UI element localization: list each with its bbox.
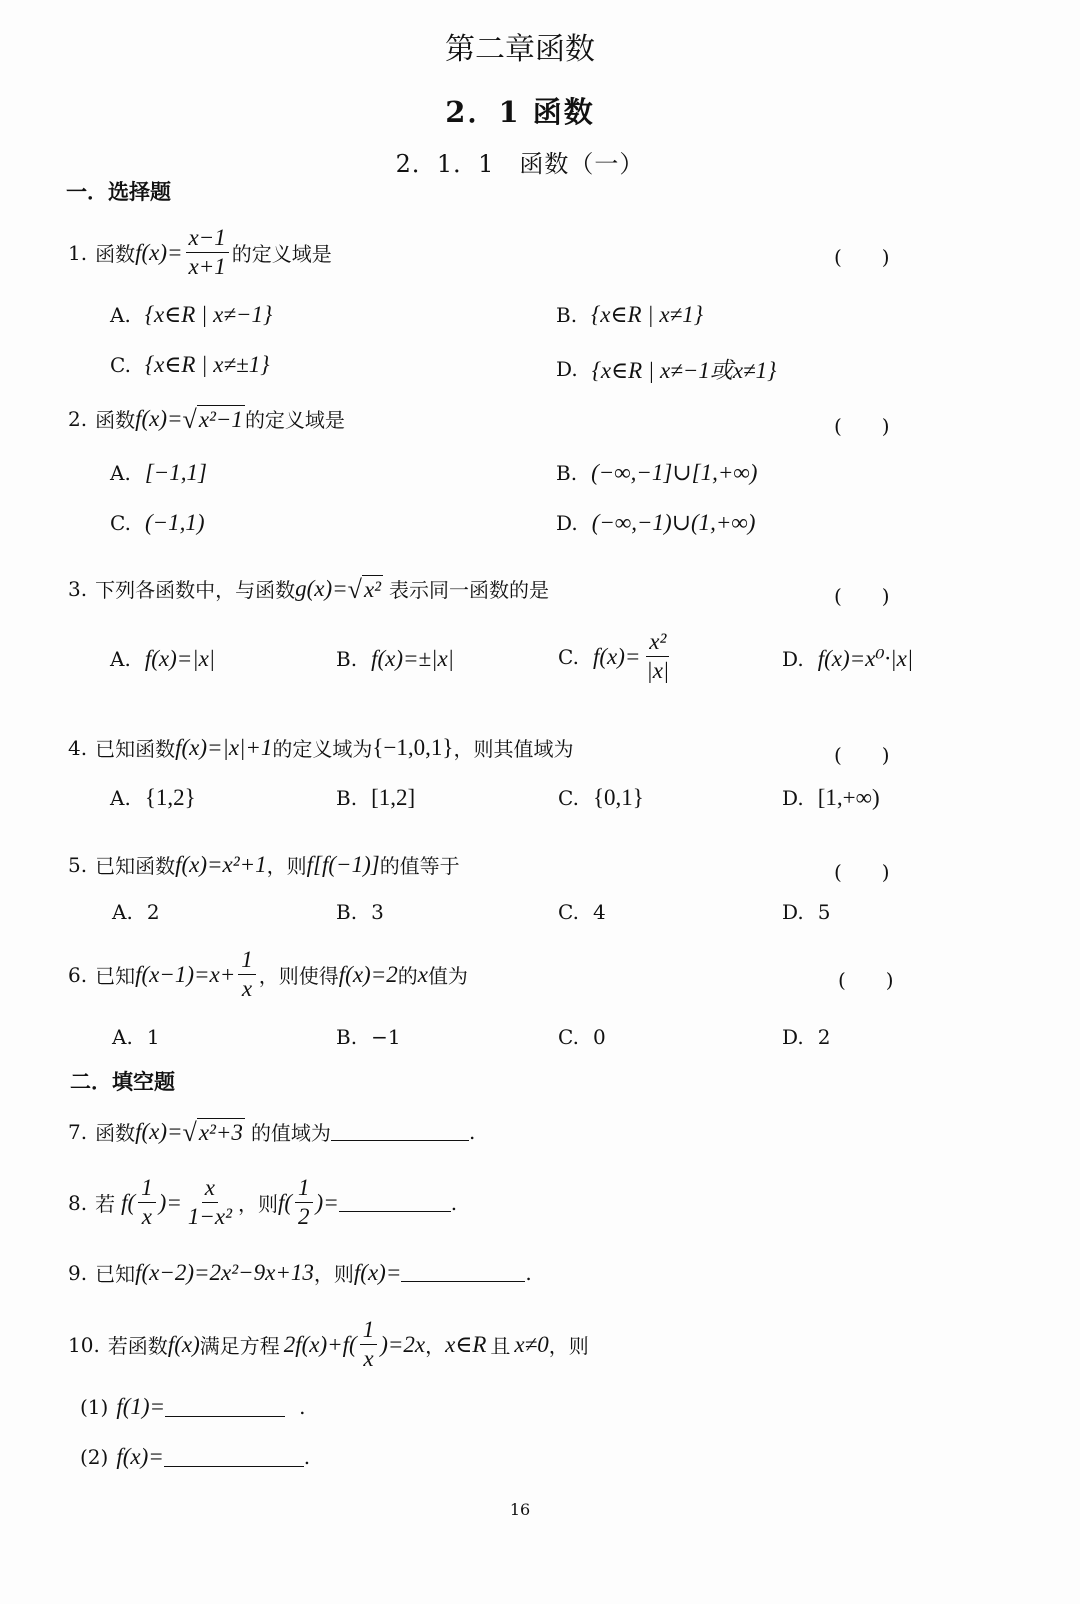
option-text: −1 xyxy=(371,1025,401,1049)
question-text: 已知 xyxy=(95,964,136,989)
option-label: D. xyxy=(782,786,804,810)
section-fill-heading: 二．填空题 xyxy=(70,1069,175,1094)
function-expression: f(x)=|x|+1 xyxy=(175,734,273,760)
question-text: 的值等于 xyxy=(379,854,460,878)
question-number: 1. xyxy=(68,240,88,265)
fraction xyxy=(138,1176,156,1229)
question-number: 6. xyxy=(68,962,88,987)
domain-set: {−1,0,1} xyxy=(372,734,454,760)
option-text: 0 xyxy=(592,1025,606,1049)
option-label: D. xyxy=(556,511,578,535)
function-expression: g(x)= xyxy=(295,575,348,601)
option-text: {x∈R | x≠±1} xyxy=(144,352,270,377)
option-label: A. xyxy=(110,647,131,671)
option-label: B. xyxy=(336,1025,358,1049)
option-b xyxy=(556,460,757,486)
question-text: 值为 xyxy=(427,964,468,989)
option-b xyxy=(336,1025,401,1049)
option-d xyxy=(782,646,913,672)
question-number: 10. xyxy=(68,1332,100,1357)
option-label: B. xyxy=(336,786,358,810)
option-d xyxy=(556,352,776,385)
answer-blank[interactable] xyxy=(165,1398,285,1417)
fraction xyxy=(643,630,672,683)
fraction-numerator: 1 xyxy=(295,1176,313,1203)
question-7 xyxy=(68,1117,475,1146)
answer-parenthesis: ( ) xyxy=(834,860,890,884)
function-expression: f(x−2)=2x²−9x+13 xyxy=(135,1259,314,1285)
function-expression: f(x)=2 xyxy=(338,961,398,987)
variable: x xyxy=(417,961,428,987)
option-text: {x∈R | x≠1} xyxy=(591,302,703,327)
option-text: {x∈R | x≠−1或x≠1} xyxy=(591,358,777,383)
option-label: C. xyxy=(558,900,579,924)
option-label: A. xyxy=(110,303,131,327)
question-10-part-2 xyxy=(80,1444,310,1470)
section-title: 2．1 函数 xyxy=(445,95,595,129)
option-c xyxy=(558,785,644,811)
question-text: 已知函数 xyxy=(95,737,176,761)
option-text: [1,2] xyxy=(371,785,416,810)
period: . xyxy=(468,1119,476,1144)
function-expression: f( xyxy=(121,1189,136,1215)
question-text: 表示同一函数的是 xyxy=(389,578,550,602)
question-8 xyxy=(68,1176,457,1229)
option-label: A. xyxy=(110,786,131,810)
function-expression: f(x)= xyxy=(353,1259,402,1285)
option-text: f(x)=±|x| xyxy=(371,646,454,671)
option-label: C. xyxy=(558,644,579,669)
question-2 xyxy=(68,404,345,433)
question-text: 若 xyxy=(95,1192,116,1217)
question-text: 且 xyxy=(490,1334,511,1359)
fraction xyxy=(360,1318,378,1371)
fraction-numerator: 1 xyxy=(238,948,256,975)
question-text: 若函数 xyxy=(107,1334,168,1359)
option-a xyxy=(112,900,160,924)
option-text: (−1,1) xyxy=(144,510,205,535)
fraction xyxy=(238,948,256,1001)
option-text: [−1,1] xyxy=(144,460,207,485)
option-d xyxy=(782,900,830,924)
option-text: f(x)= xyxy=(592,643,641,669)
square-root xyxy=(183,1118,245,1146)
option-text: [1,+∞) xyxy=(817,785,880,810)
question-text: 满足方程 xyxy=(199,1334,280,1359)
fraction-denominator: x xyxy=(363,1346,374,1372)
option-text: 2 xyxy=(146,900,160,924)
option-label: B. xyxy=(556,461,578,485)
fraction-denominator: x+1 xyxy=(188,254,226,280)
option-d xyxy=(782,1025,830,1049)
question-number: 4. xyxy=(68,735,88,760)
question-number: 9. xyxy=(68,1260,88,1285)
option-label: A. xyxy=(112,1025,133,1049)
option-text: {0,1} xyxy=(592,785,644,810)
option-text: 2 xyxy=(817,1025,831,1049)
option-d xyxy=(782,785,880,811)
question-1 xyxy=(68,226,332,279)
answer-blank[interactable] xyxy=(164,1448,304,1467)
function-expression: )= xyxy=(158,1189,182,1215)
question-text: 已知 xyxy=(95,1262,136,1286)
option-c xyxy=(558,900,606,924)
fraction-numerator: 1 xyxy=(138,1176,156,1203)
option-label: D. xyxy=(782,1025,804,1049)
answer-parenthesis: ( ) xyxy=(834,245,890,269)
option-text: 1 xyxy=(146,1025,160,1049)
option-label: B. xyxy=(556,303,578,327)
question-text: ，则其值域为 xyxy=(453,737,574,761)
question-10 xyxy=(68,1318,589,1371)
radical-sign-icon: √ xyxy=(182,404,197,434)
fraction xyxy=(186,226,229,279)
question-number: 8. xyxy=(68,1190,88,1215)
option-label: A. xyxy=(112,900,133,924)
condition: x≠0 xyxy=(514,1331,549,1357)
function-expression: f(x−1)=x+ xyxy=(135,961,236,987)
radicand: x²−1 xyxy=(198,406,243,432)
question-text: ，则使得 xyxy=(258,964,339,989)
fraction-denominator: 2 xyxy=(298,1204,310,1230)
fraction-numerator: 1 xyxy=(360,1318,378,1345)
option-c xyxy=(110,510,205,536)
option-text: (−∞,−1]∪[1,+∞) xyxy=(591,460,758,485)
fraction-denominator: 1−x² xyxy=(187,1204,232,1230)
function-expression: f(x)= xyxy=(135,1118,183,1144)
option-label: D. xyxy=(782,900,804,924)
question-number: 7. xyxy=(68,1119,88,1144)
option-a xyxy=(110,646,215,672)
radicand: x² xyxy=(363,576,382,602)
option-a xyxy=(112,1025,160,1049)
fraction-numerator: x xyxy=(202,1176,218,1203)
option-label: D. xyxy=(782,647,804,671)
option-a xyxy=(110,460,207,486)
option-label: A. xyxy=(110,461,131,485)
option-label: C. xyxy=(558,1025,579,1049)
question-text: 函数 xyxy=(95,242,136,267)
page-number: 16 xyxy=(509,1500,531,1519)
question-text: ，则 xyxy=(313,1262,354,1286)
fraction-numerator: x−1 xyxy=(186,226,229,253)
fraction xyxy=(185,1176,235,1229)
question-text: 的值域为 xyxy=(250,1121,331,1145)
condition: x∈R xyxy=(445,1331,487,1357)
option-label: B. xyxy=(336,900,358,924)
question-5 xyxy=(68,850,460,879)
question-text: 的定义域是 xyxy=(244,408,345,432)
question-6 xyxy=(68,948,468,1001)
option-text: {x∈R | x≠−1} xyxy=(144,302,273,327)
fraction-denominator: x xyxy=(241,976,253,1002)
answer-blank[interactable] xyxy=(339,1193,451,1212)
question-text: 的定义域为 xyxy=(272,737,373,761)
option-label: C. xyxy=(110,353,131,377)
option-text: f(x)=x⁰·|x| xyxy=(817,646,914,671)
fraction-denominator: x xyxy=(141,1204,153,1230)
fraction-denominator: |x| xyxy=(646,658,670,684)
function-expression: 2f(x)+f( xyxy=(283,1331,357,1357)
question-number: 3. xyxy=(68,576,88,601)
function-expression: f(x)= xyxy=(135,239,183,265)
function-expression: f(x)=x²+1 xyxy=(175,851,267,877)
question-4 xyxy=(68,733,573,762)
option-label: C. xyxy=(110,511,131,535)
function-expression: f(x) xyxy=(167,1331,200,1357)
function-expression: f(x)= xyxy=(116,1444,164,1469)
radical-sign-icon: √ xyxy=(182,1117,197,1147)
radicand: x²+3 xyxy=(198,1119,243,1145)
period: . xyxy=(303,1445,311,1469)
question-text: ，则 xyxy=(548,1334,589,1359)
option-label: C. xyxy=(558,786,579,810)
section-choice-heading: 一．选择题 xyxy=(66,179,171,204)
part-label: (1) xyxy=(80,1395,109,1419)
function-expression: f(1)= xyxy=(116,1394,166,1419)
answer-parenthesis: ( ) xyxy=(834,743,890,767)
option-c xyxy=(558,1025,606,1049)
option-text: 3 xyxy=(371,900,384,924)
option-b xyxy=(336,646,454,672)
fraction-numerator: x² xyxy=(646,630,669,657)
question-text: 的定义域是 xyxy=(231,242,332,267)
part-label: (2) xyxy=(80,1445,109,1469)
option-b xyxy=(556,302,703,328)
question-text: ， xyxy=(425,1334,446,1359)
fraction xyxy=(295,1176,313,1229)
question-text: 的 xyxy=(397,964,418,989)
chapter-title: 第二章函数 xyxy=(445,32,595,67)
option-a xyxy=(110,785,196,811)
option-b xyxy=(336,900,384,924)
period: . xyxy=(299,1395,306,1419)
option-text: {1,2} xyxy=(144,785,196,810)
question-text: 下列各函数中，与函数 xyxy=(95,578,296,602)
option-c xyxy=(558,630,675,683)
question-10-part-1 xyxy=(80,1394,305,1420)
answer-parenthesis: ( ) xyxy=(834,414,890,438)
answer-parenthesis: ( ) xyxy=(838,968,894,992)
question-number: 5. xyxy=(68,852,88,877)
answer-blank[interactable] xyxy=(331,1122,469,1141)
question-text: 已知函数 xyxy=(95,854,176,878)
period: . xyxy=(450,1190,458,1215)
answer-blank[interactable] xyxy=(401,1263,525,1282)
function-expression: f( xyxy=(277,1189,293,1215)
option-a xyxy=(110,302,272,328)
function-expression: )=2x xyxy=(380,1331,426,1357)
option-c xyxy=(110,352,269,378)
option-text: 5 xyxy=(817,900,831,924)
option-text: (−∞,−1)∪(1,+∞) xyxy=(591,510,756,535)
function-expression: )= xyxy=(315,1189,339,1215)
option-d xyxy=(556,510,755,536)
question-text: ，则 xyxy=(266,854,307,878)
answer-parenthesis: ( ) xyxy=(834,584,890,608)
option-label: D. xyxy=(556,356,578,381)
option-text: 4 xyxy=(592,900,606,924)
option-b xyxy=(336,785,415,811)
option-label: B. xyxy=(336,647,358,671)
square-root xyxy=(348,575,383,603)
subsection-title: 2．1．1 函数（一） xyxy=(395,150,645,178)
question-number: 2. xyxy=(68,406,88,431)
function-expression: f[f(−1)] xyxy=(306,851,380,877)
question-text: 函数 xyxy=(95,408,136,432)
question-9 xyxy=(68,1258,532,1287)
radical-sign-icon: √ xyxy=(347,574,362,604)
square-root xyxy=(183,405,245,433)
question-text: ，则 xyxy=(237,1192,278,1217)
question-3 xyxy=(68,574,549,603)
option-text: f(x)=|x| xyxy=(144,646,216,671)
period: . xyxy=(525,1260,532,1285)
question-text: 函数 xyxy=(95,1121,136,1145)
function-expression: f(x)= xyxy=(135,405,183,431)
